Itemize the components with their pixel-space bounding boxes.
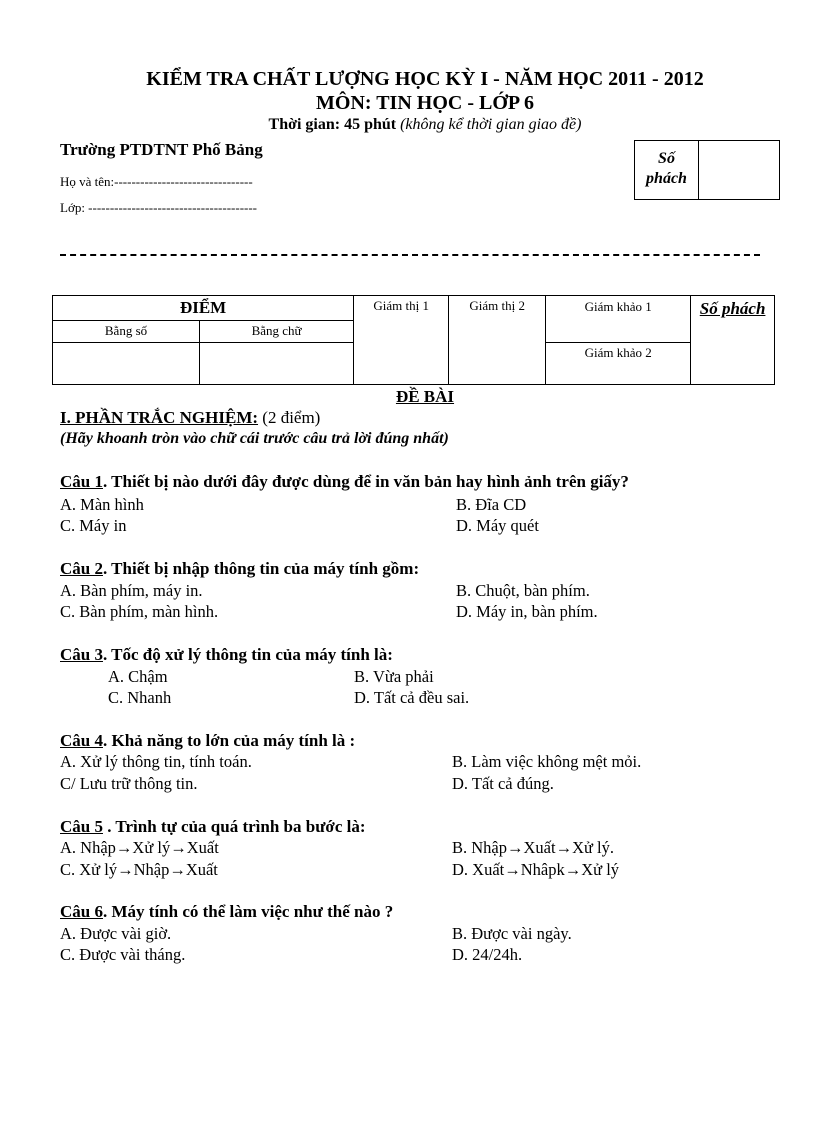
q6-option-c[interactable]: C. Được vài tháng.: [60, 945, 186, 964]
question-number: Câu 5: [60, 817, 103, 836]
time-note: (không kể thời gian giao đề): [400, 116, 582, 133]
giam-khao-1-cell: Giám khảo 1: [546, 296, 691, 343]
bang-so-header: Bằng số: [53, 321, 200, 343]
q1-option-a[interactable]: A. Màn hình: [60, 495, 144, 514]
question-text: . Thiết bị nhập thông tin của máy tính gồm:: [102, 559, 420, 578]
diem-header: ĐIỂM: [53, 296, 354, 321]
question-3: [60, 645, 393, 665]
question-text: . Trình tự của quá trình ba bước là:: [102, 817, 366, 836]
subject-title: MÔN: TIN HỌC - LỚP 6: [316, 92, 534, 114]
instruction: (Hãy khoanh tròn vào chữ cái trước câu trả lời đúng nhất): [60, 430, 449, 447]
q3-option-c[interactable]: C. Nhanh: [108, 688, 172, 707]
q5-option-a[interactable]: A. Nhập→Xử lý→Xuất: [60, 838, 219, 857]
so-phach-line1: Số: [658, 150, 675, 167]
time-line: [0, 116, 816, 134]
question-5: [60, 817, 366, 837]
cut-line: [60, 254, 760, 256]
q3-option-d[interactable]: D. Tất cả đều sai.: [354, 688, 470, 707]
class-field: Lớp: ---------------------------------------: [60, 200, 258, 215]
time-label: Thời gian: 45 phút: [268, 116, 397, 133]
question-1: [60, 472, 629, 492]
question-2: [60, 559, 419, 579]
q5-option-d[interactable]: D. Xuất→Nhâpk→Xử lý: [452, 860, 620, 879]
section1-points: (2 điểm): [262, 408, 321, 427]
so-phach-box: [634, 140, 780, 200]
question-number: Câu 1: [60, 472, 103, 491]
question-6: [60, 902, 393, 922]
q1-option-d[interactable]: D. Máy quét: [456, 516, 539, 535]
question-text: . Tốc độ xử lý thông tin của máy tính là:: [102, 645, 393, 664]
so-phach-line2: phách: [646, 170, 687, 187]
q4-option-c[interactable]: C/ Lưu trữ thông tin.: [60, 774, 198, 793]
q6-option-b[interactable]: B. Được vài ngày.: [452, 924, 572, 943]
q2-option-d[interactable]: D. Máy in, bàn phím.: [456, 602, 598, 621]
de-bai-heading: ĐỀ BÀI: [395, 387, 455, 406]
section1-title: I. PHẦN TRẮC NGHIỆM:: [60, 408, 259, 427]
q2-option-c[interactable]: C. Bàn phím, màn hình.: [60, 602, 219, 621]
q4-option-a[interactable]: A. Xử lý thông tin, tính toán.: [60, 752, 252, 771]
exam-title: KIỂM TRA CHẤT LƯỢNG HỌC KỲ I - NĂM HỌC 2011 - 2012: [146, 68, 704, 90]
q6-option-d[interactable]: D. 24/24h.: [452, 945, 523, 964]
section1-heading: [60, 408, 320, 428]
q1-option-c[interactable]: C. Máy in: [60, 516, 127, 535]
q5-option-b[interactable]: B. Nhập→Xuất→Xử lý.: [452, 838, 615, 857]
question-4: [60, 731, 355, 751]
question-number: Câu 2: [60, 559, 103, 578]
name-field: Họ và tên:--------------------------------: [60, 174, 253, 189]
question-text: . Khả năng to lớn của máy tính là :: [102, 731, 356, 750]
so-phach-label: [635, 141, 699, 199]
grade-table: [52, 295, 775, 385]
bang-so-value[interactable]: [53, 343, 200, 385]
giam-thi-2-cell: Giám thị 2: [449, 296, 546, 385]
bang-chu-value[interactable]: [200, 343, 354, 385]
question-number: Câu 6: [60, 902, 103, 921]
question-number: Câu 3: [60, 645, 103, 664]
q3-option-b[interactable]: B. Vừa phải: [354, 667, 434, 686]
q2-option-b[interactable]: B. Chuột, bàn phím.: [456, 581, 590, 600]
giam-thi-1-cell: Giám thị 1: [354, 296, 449, 385]
q3-option-a[interactable]: A. Chậm: [108, 667, 168, 686]
q4-option-b[interactable]: B. Làm việc không mệt mỏi.: [452, 752, 642, 771]
q4-option-d[interactable]: D. Tất cả đúng.: [452, 774, 554, 793]
q1-option-b[interactable]: B. Đĩa CD: [456, 495, 527, 514]
q5-option-c[interactable]: C. Xử lý→Nhập→Xuất: [60, 860, 218, 879]
question-text: . Máy tính có thể làm việc như thế nào ?: [102, 902, 394, 921]
school-name: Trường PTDTNT Phố Bảng: [60, 140, 263, 159]
bang-chu-header: Bằng chữ: [200, 321, 354, 343]
giam-khao-2-cell: Giám khảo 2: [546, 343, 691, 385]
so-phach-cell: Số phách: [691, 296, 775, 385]
q6-option-a[interactable]: A. Được vài giờ.: [60, 924, 172, 943]
question-number: Câu 4: [60, 731, 103, 750]
question-text: . Thiết bị nào dưới đây được dùng để in văn bản hay hình ảnh trên giấy?: [102, 472, 629, 491]
q2-option-a[interactable]: A. Bàn phím, máy in.: [60, 581, 203, 600]
